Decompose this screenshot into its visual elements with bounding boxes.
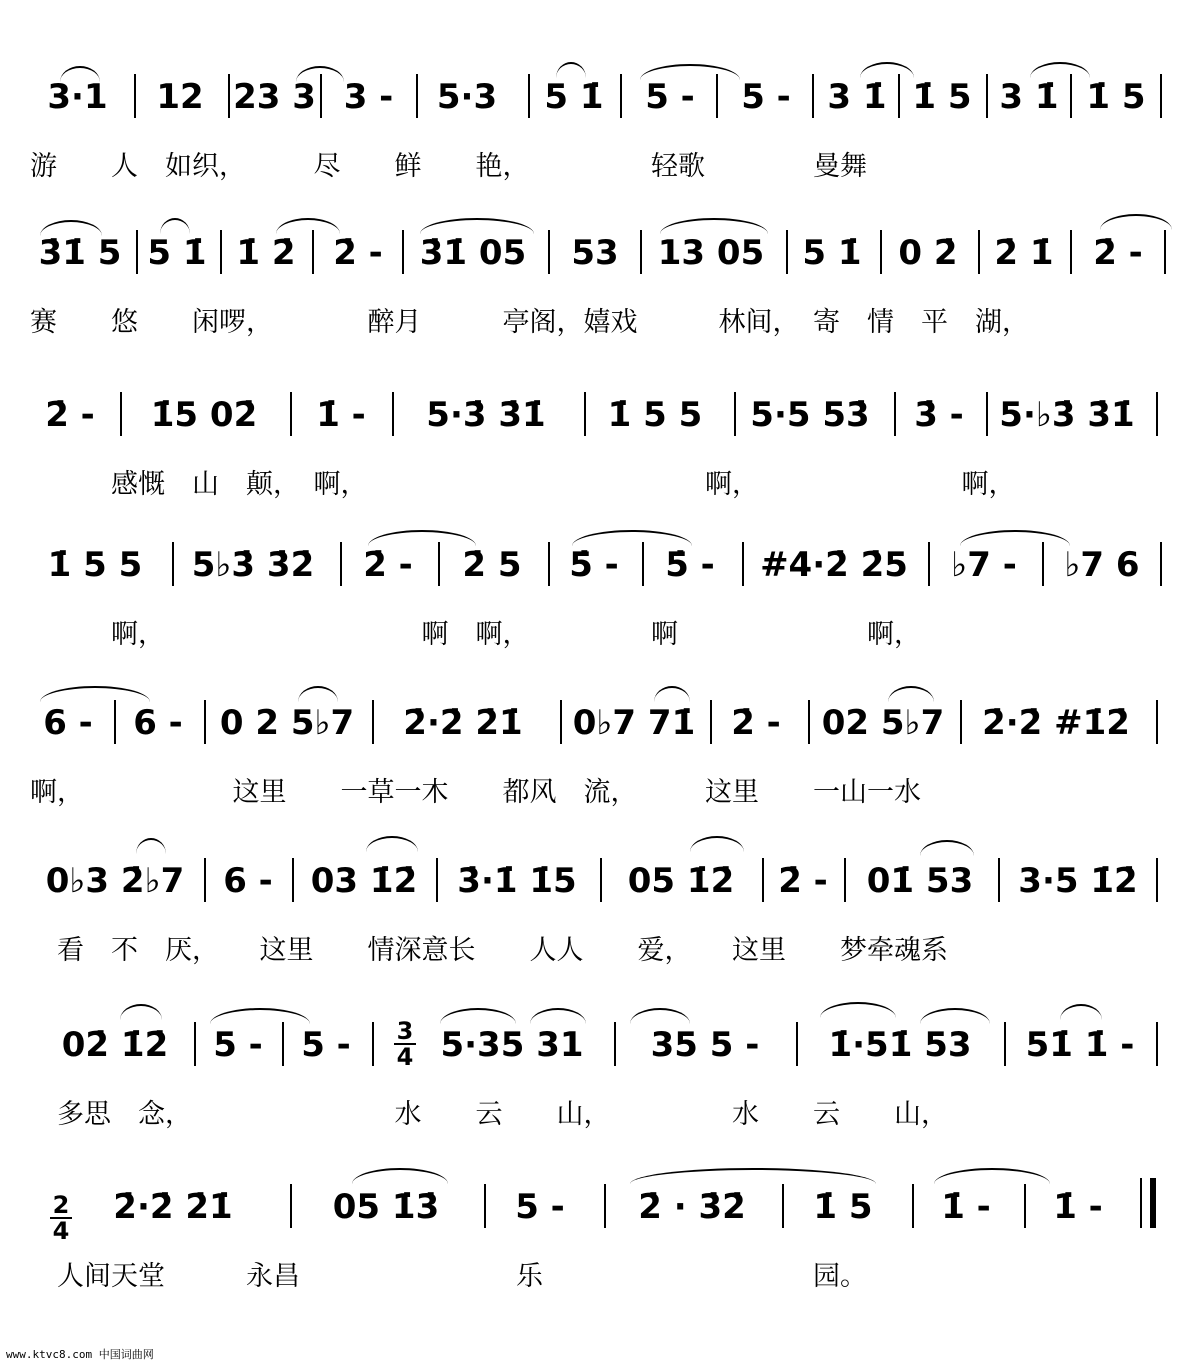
score-system-1 [0,62,1200,222]
measure: 5 - [741,77,791,117]
score-system-4 [0,530,1200,690]
barline [120,392,122,436]
barline [960,700,962,744]
measure: 3 - [343,77,394,117]
barline [1042,542,1044,586]
barline [290,1184,292,1228]
measure: 5 1̇ [802,233,862,273]
barline [1024,1184,1026,1228]
site-watermark: www.ktvc8.com 中国词曲网 [6,1348,154,1361]
barline [560,700,562,744]
measure: 3̇1̇ 5 [38,233,122,273]
measure: 5·3 [436,77,498,117]
barline [796,1022,798,1066]
barline [614,1022,616,1066]
measure: 2̇ - [363,545,413,585]
measure: 3̇ - [914,395,964,435]
barline [1156,392,1158,436]
barline [1070,230,1072,274]
barline [416,74,418,118]
measure: 2̇·2̇ 2̇1̇ [113,1187,233,1227]
measure: 03 1̇2̇ [310,861,418,901]
lyric-line: 啊， 这里 一草一木 都风 流， 这里 一山一水 [30,777,921,808]
measure: 12 [156,77,204,117]
notation-row [0,380,1200,440]
barline [228,74,230,118]
measure: 0♭7 71̇ [572,703,696,743]
measure: 6 - [43,703,93,743]
measure: 02 5♭7 [821,703,945,743]
barline [986,392,988,436]
barline [1004,1022,1006,1066]
barline [392,392,394,436]
measure: 5̇ - [569,545,619,585]
barline [528,74,530,118]
notation-row [0,62,1200,122]
measure: 5 - [515,1187,565,1227]
measure: #4·2̇ 2̇5 [760,545,908,585]
barline [134,74,136,118]
barline [642,542,644,586]
measure: 2̇ · 3̇2̇ [638,1187,746,1227]
notation-row [0,530,1200,590]
barline [808,700,810,744]
measure: 1̇ - [941,1187,991,1227]
measure: 6 - [133,703,183,743]
barline [372,700,374,744]
barline [436,858,438,902]
measure: 5 1̇ [544,77,604,117]
notation-row [0,218,1200,278]
barline [880,230,882,274]
measure: 3 1̇ [827,77,887,117]
measure: 2̇ - [1093,233,1143,273]
barline [604,1184,606,1228]
measure: 05 1̇2̇ [627,861,735,901]
final-barline-thin [1140,1178,1142,1228]
barline [1156,858,1158,902]
barline [844,858,846,902]
barline [136,230,138,274]
barline [204,700,206,744]
barline [172,542,174,586]
measure: 51̇ 1̇ - [1025,1025,1135,1065]
barline [438,542,440,586]
barline [978,230,980,274]
measure: 5♭3̇ 3̇2̇ [191,545,315,585]
measure: ♭7 - [951,545,1017,585]
barline [204,858,206,902]
measure: 23 3 [233,77,316,117]
barline [742,542,744,586]
barline [912,1184,914,1228]
measure: 5·5 53̇ [750,395,870,435]
measure: 1̇ - [316,395,366,435]
measure: 1̇ 5 [813,1187,873,1227]
lyric-line: 看 不 厌， 这里 情深意长 人人 爱， 这里 梦牵魂系 [30,935,948,966]
slur [1060,1004,1102,1020]
measure: 2̇ 5 [462,545,522,585]
barline [548,542,550,586]
measure: 01̇ 53 [866,861,974,901]
time-signature-3-4: 3 4 [394,1020,416,1068]
measure: 1̇·51̇ 53 [828,1025,972,1065]
measure: 3̇·1̇ 1̇5 [457,861,577,901]
score-system-7 [0,1010,1200,1170]
measure: 13 05 [657,233,765,273]
measure: 2̇ 1̇ [994,233,1054,273]
measure: 2̇·2̇ #1̇2̇ [982,703,1130,743]
barline [1164,230,1166,274]
barline [114,700,116,744]
score-system-8 [0,1172,1200,1332]
measure: 1̇ 5 5 [47,545,143,585]
measure: 3 1̇ [999,77,1059,117]
slur [934,1168,1050,1184]
score-system-2 [0,218,1200,378]
notation-row [0,688,1200,748]
barline [762,858,764,902]
measure: 3·1 [47,77,108,117]
barline [782,1184,784,1228]
measure: 2̇ - [731,703,781,743]
lyric-line: 赛 悠 闲啰， 醉月 亭阁，嬉戏 林间， 寄 情 平 湖， [30,307,1029,338]
measure: 5 - [213,1025,263,1065]
lyric-line: 人间天堂 永昌 乐 园。 [30,1261,867,1292]
measure: 1̇ - [1053,1187,1103,1227]
measure: 5 - [301,1025,351,1065]
measure: 05 1̇3̇ [332,1187,440,1227]
measure: 6 - [223,861,273,901]
barline [1070,74,1072,118]
barline [290,392,292,436]
barline [584,392,586,436]
barline [928,542,930,586]
measure: 1̇5 02̇ [150,395,258,435]
measure: 5̇ - [665,545,715,585]
barline [812,74,814,118]
barline [710,700,712,744]
measure: 2̇ - [45,395,95,435]
barline [282,1022,284,1066]
measure: 5 1̇ [147,233,207,273]
measure: 2̇·2̇ 2̇1̇ [403,703,523,743]
measure: 5·3̇ 3̇1̇ [426,395,546,435]
notation-row [0,1172,1200,1245]
barline [620,74,622,118]
barline [734,392,736,436]
barline [1160,542,1162,586]
measure: 2̇ - [778,861,828,901]
barline [312,230,314,274]
measure: 1̇ 5 5 [607,395,703,435]
barline [340,542,342,586]
measure: 53 [571,233,619,273]
slur [352,1168,448,1184]
notation-row [0,846,1200,906]
barline [640,230,642,274]
barline [998,858,1000,902]
barline [372,1022,374,1066]
barline [786,230,788,274]
measure: 1̇ 5 [912,77,972,117]
barline [548,230,550,274]
barline [986,74,988,118]
barline [1156,700,1158,744]
barline [600,858,602,902]
lyric-line: 游 人 如织， 尽 鲜 艳， 轻歌 曼舞 [30,151,867,182]
lyric-line: 感慨 山 颠， 啊， 啊， 啊， [30,469,1016,500]
final-barline-thick [1150,1178,1156,1228]
barline [1160,74,1162,118]
measure: 02̇ 1̇2̇ [61,1025,169,1065]
lyric-line: 多思 念， 水 云 山， 水 云 山， [30,1099,948,1130]
measure: 5 - [645,77,695,117]
measure: 3̇1̇ 05 [419,233,527,273]
measure: 35 5 - [650,1025,760,1065]
barline [894,392,896,436]
barline [898,74,900,118]
slur [630,1168,876,1184]
barline [1156,1022,1158,1066]
score-system-6 [0,846,1200,1006]
measure: 2̇ - [333,233,383,273]
barline [402,230,404,274]
notation-row [0,1010,1200,1070]
measure: 5·♭3̇ 3̇1̇ [999,395,1135,435]
measure: 1̇ 2̇ [236,233,296,273]
barline [194,1022,196,1066]
score-system-5 [0,688,1200,848]
measure: ♭7 6 [1064,545,1140,585]
measure: 0 2̇ [898,233,958,273]
barline [220,230,222,274]
barline [484,1184,486,1228]
lyric-line: 啊， 啊 啊， 啊 啊， [30,619,921,650]
measure: 0 2 5♭7 [219,703,355,743]
time-signature-2-4: 2 4 [50,1194,72,1242]
barline [716,74,718,118]
slur [120,1004,162,1020]
measure: 3·5 1̇2̇ [1018,861,1138,901]
measure: 5·35 31 [440,1025,584,1065]
barline [292,858,294,902]
measure: 0♭3 2̇♭7 [45,861,185,901]
score-system-3 [0,380,1200,540]
measure: 1̇ 5 [1086,77,1146,117]
